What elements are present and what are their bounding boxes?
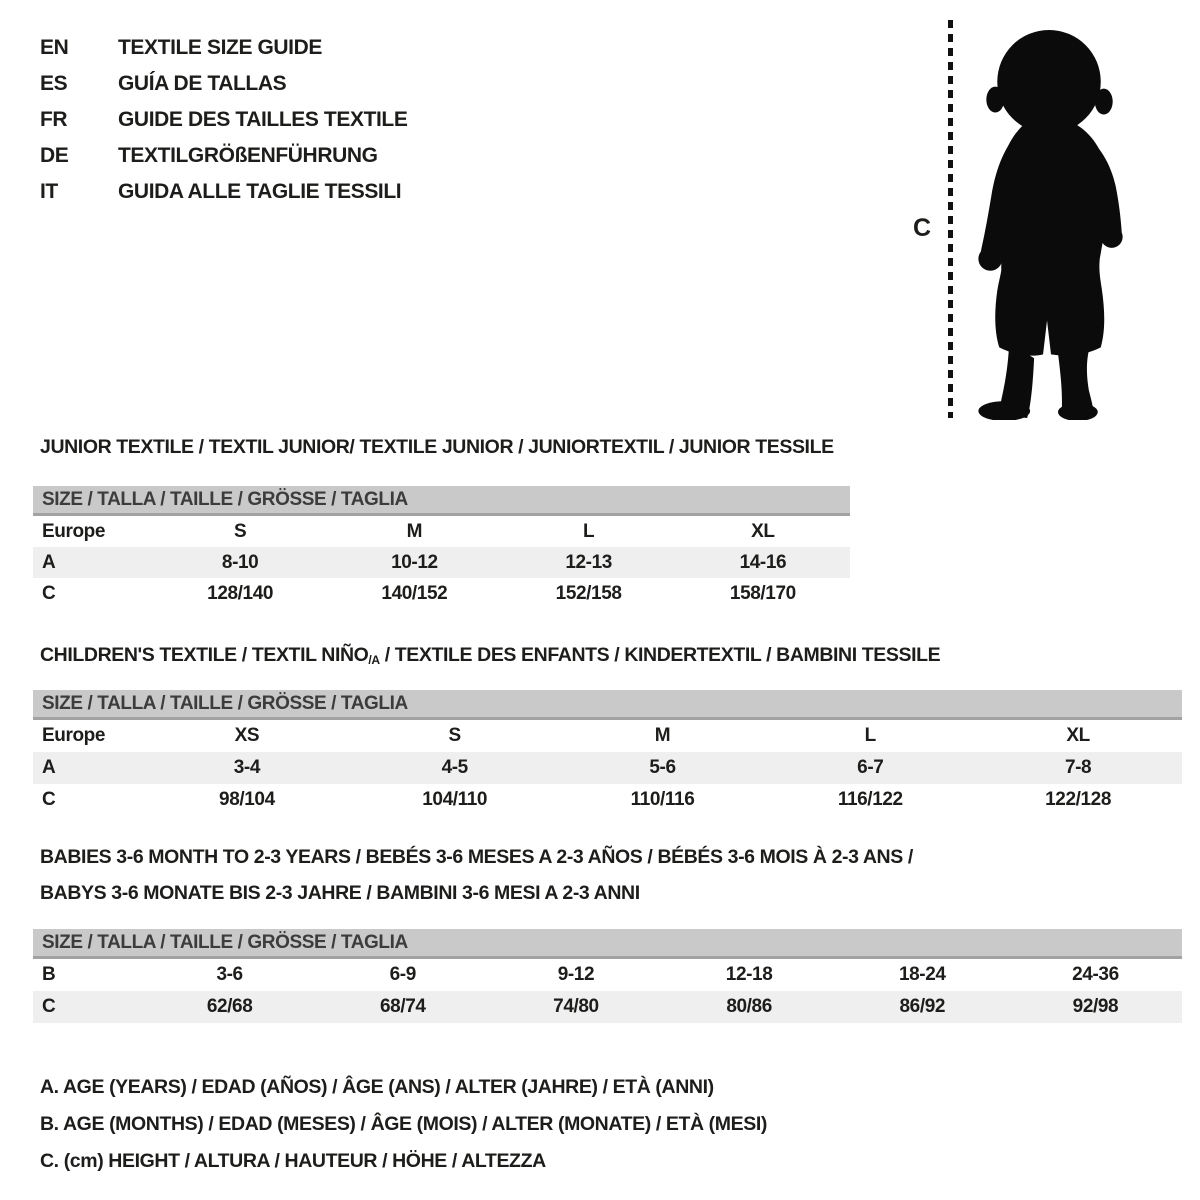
table-cell: 7-8 <box>1064 757 1092 778</box>
children-age-row <box>33 752 1182 784</box>
table-cell: 9-12 <box>557 964 595 985</box>
guide-title: GUIDA ALLE TAGLIE TESSILI <box>118 180 402 203</box>
guide-title: GUIDE DES TAILLES TEXTILE <box>118 108 408 131</box>
lang-code: FR <box>40 108 68 131</box>
size-col-header: L <box>583 520 595 542</box>
size-col-header: M <box>406 520 423 542</box>
height-measure-label: C <box>913 214 931 242</box>
language-title-block <box>40 30 407 210</box>
size-col-header: S <box>448 725 461 746</box>
babies-age-row <box>33 959 1182 991</box>
table-cell: 12-13 <box>565 551 612 573</box>
table-cell: 10-12 <box>391 551 438 573</box>
children-heading-suffix: / TEXTILE DES ENFANTS / KINDERTEXTIL / BAMBINI TESSILE <box>379 644 941 666</box>
lang-row-it <box>40 174 407 210</box>
row-label: Europe <box>42 520 106 542</box>
legend-block <box>40 1069 767 1180</box>
junior-size-header-bar: SIZE / TALLA / TAILLE / GRÖSSE / TAGLIA <box>33 486 850 516</box>
table-cell: 92/98 <box>1072 996 1119 1017</box>
table-cell: 8-10 <box>221 551 259 573</box>
height-measure-dashed-line <box>948 20 953 418</box>
table-cell: 6-7 <box>857 757 884 778</box>
table-cell: 74/80 <box>553 996 599 1017</box>
babies-height-row <box>33 991 1182 1023</box>
table-cell: 122/128 <box>1045 789 1112 810</box>
legend-line-a: A. AGE (YEARS) / EDAD (AÑOS) / ÂGE (ANS) / ALTER (JAHRE) / ETÀ (ANNI) <box>40 1076 714 1098</box>
table-cell: 12-18 <box>725 964 773 985</box>
table-cell: 116/122 <box>837 789 903 810</box>
lang-code: IT <box>40 180 58 203</box>
lang-code: EN <box>40 36 69 59</box>
size-col-header: L <box>864 725 876 746</box>
legend-line-c: C. (cm) HEIGHT / ALTURA / HAUTEUR / HÖHE / ALTEZZA <box>40 1150 546 1172</box>
guide-title: GUÍA DE TALLAS <box>118 72 287 95</box>
table-cell: 110/116 <box>630 789 695 810</box>
table-cell: 104/110 <box>422 789 488 810</box>
row-label: B <box>42 964 56 985</box>
table-cell: 128/140 <box>207 582 274 604</box>
table-cell: 3-4 <box>233 757 261 778</box>
lang-row-fr <box>40 102 407 138</box>
table-cell: 14-16 <box>739 551 787 573</box>
table-cell: 62/68 <box>206 996 253 1017</box>
row-label: Europe <box>42 725 106 746</box>
table-cell: 98/104 <box>219 789 275 810</box>
row-label: C <box>42 996 56 1017</box>
table-cell: 6-9 <box>389 964 416 985</box>
junior-sizes-row <box>33 516 850 547</box>
children-section-heading <box>40 644 940 667</box>
junior-age-row <box>33 547 850 578</box>
table-cell: 24-36 <box>1072 964 1119 985</box>
lang-code: ES <box>40 72 68 95</box>
children-size-table <box>33 690 1182 816</box>
lang-row-es <box>40 66 407 102</box>
children-heading-prefix: CHILDREN'S TEXTILE / TEXTIL NIÑO <box>40 644 369 666</box>
babies-section-heading-line2: BABYS 3-6 MONATE BIS 2-3 JAHRE / BAMBINI 3-6 MESI A 2-3 ANNI <box>40 882 640 904</box>
junior-size-table <box>33 486 850 609</box>
lang-code: DE <box>40 144 69 167</box>
junior-height-row <box>33 578 850 609</box>
size-col-header: S <box>233 520 247 542</box>
table-cell: 80/86 <box>726 996 772 1017</box>
table-cell: 3-6 <box>216 964 243 985</box>
babies-size-header-bar: SIZE / TALLA / TAILLE / GRÖSSE / TAGLIA <box>33 929 1182 959</box>
size-col-header: XL <box>1066 725 1090 746</box>
row-label: C <box>42 582 56 604</box>
guide-title: TEXTILGRÖßENFÜHRUNG <box>118 144 378 167</box>
table-cell: 68/74 <box>379 996 426 1017</box>
junior-section-heading: JUNIOR TEXTILE / TEXTIL JUNIOR/ TEXTILE JUNIOR / JUNIORTEXTIL / JUNIOR TESSILE <box>40 436 834 458</box>
children-size-header-bar: SIZE / TALLA / TAILLE / GRÖSSE / TAGLIA <box>33 690 1182 720</box>
lang-row-de <box>40 138 407 174</box>
lang-row-en <box>40 30 407 66</box>
size-col-header: M <box>654 725 671 746</box>
row-label: A <box>42 757 56 778</box>
legend-line-b: B. AGE (MONTHS) / EDAD (MESES) / ÂGE (MOIS) / ALTER (MONATE) / ETÀ (MESI) <box>40 1113 767 1135</box>
children-heading-sub: /A <box>368 653 380 668</box>
children-sizes-row <box>33 720 1182 752</box>
table-cell: 86/92 <box>899 996 946 1017</box>
table-cell: 140/152 <box>381 582 448 604</box>
size-col-header: XL <box>751 520 775 542</box>
toddler-silhouette-icon <box>965 22 1140 420</box>
table-cell: 5-6 <box>649 757 676 778</box>
children-height-row <box>33 784 1182 816</box>
size-col-header: XS <box>234 725 260 746</box>
babies-section-heading-line1: BABIES 3-6 MONTH TO 2-3 YEARS / BEBÉS 3-6 MESES A 2-3 AÑOS / BÉBÉS 3-6 MOIS À 2-3 ANS / <box>40 846 913 868</box>
guide-title: TEXTILE SIZE GUIDE <box>118 36 322 59</box>
table-cell: 4-5 <box>441 757 468 778</box>
babies-size-table <box>33 929 1182 1023</box>
row-label: A <box>42 551 56 573</box>
table-cell: 18-24 <box>898 964 946 985</box>
row-label: C <box>42 789 56 810</box>
table-cell: 158/170 <box>729 582 796 604</box>
table-cell: 152/158 <box>555 582 622 604</box>
